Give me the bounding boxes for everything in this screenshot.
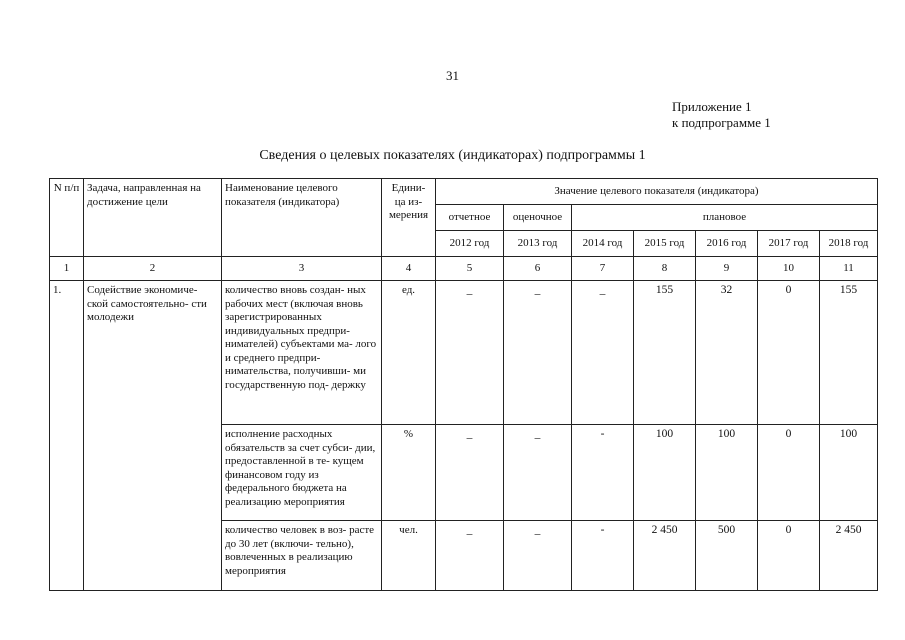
value-cell: 100 — [696, 425, 758, 521]
header-planned: плановое — [572, 205, 878, 231]
table-row — [50, 281, 878, 425]
value-cell: 32 — [696, 281, 758, 425]
value-cell: 2 450 — [820, 521, 878, 591]
document-title: Сведения о целевых показателях (индикаторах) подпрограммы 1 — [259, 148, 646, 163]
indicator-name: исполнение расходных обязательств за счет субси- дии, предоставленной в те- кущем финансовом году из федерального бюджета на реализацию мероприятия — [222, 425, 382, 521]
column-number: 7 — [572, 257, 634, 281]
indicator-name: количество человек в воз- расте до 30 лет (включи- тельно), вовлеченных в реализацию мероприятия — [222, 521, 382, 591]
header-n: N п/п — [50, 179, 84, 257]
unit-cell: ед. — [382, 281, 436, 425]
unit-cell: % — [382, 425, 436, 521]
appendix-line-1: Приложение 1 — [672, 99, 752, 114]
header-year: 2015 год — [634, 231, 696, 257]
value-cell: - — [572, 521, 634, 591]
appendix-line-2: к подпрограмме 1 — [672, 115, 771, 130]
column-number: 8 — [634, 257, 696, 281]
header-reported: отчетное — [436, 205, 504, 231]
appendix-caption — [672, 99, 771, 131]
column-number: 3 — [222, 257, 382, 281]
value-cell: _ — [572, 281, 634, 425]
value-cell: 500 — [696, 521, 758, 591]
value-cell: _ — [504, 281, 572, 425]
indicators-table — [49, 178, 878, 591]
value-cell: _ — [436, 281, 504, 425]
indicator-name: количество вновь создан- ных рабочих мест (включая вновь зарегистрированных индивидуальных предпри- нимателей) субъектами ма- лого и среднего предпри- нимательства, получивши- ми государственную под- держку — [222, 281, 382, 425]
unit-cell: чел. — [382, 521, 436, 591]
value-cell: _ — [504, 425, 572, 521]
header-row-1 — [50, 179, 878, 205]
page-number: 31 — [446, 68, 459, 83]
header-task: Задача, направленная на достижение цели — [84, 179, 222, 257]
header-year: 2017 год — [758, 231, 820, 257]
column-number: 11 — [820, 257, 878, 281]
column-number: 5 — [436, 257, 504, 281]
header-estimated: оценочное — [504, 205, 572, 231]
column-number: 10 — [758, 257, 820, 281]
value-cell: - — [572, 425, 634, 521]
header-year: 2018 год — [820, 231, 878, 257]
header-year: 2016 год — [696, 231, 758, 257]
value-cell: _ — [436, 425, 504, 521]
header-year: 2014 год — [572, 231, 634, 257]
column-number: 4 — [382, 257, 436, 281]
header-indicator-name: Наименование целевого показателя (индикатора) — [222, 179, 382, 257]
value-cell: 155 — [634, 281, 696, 425]
header-year: 2013 год — [504, 231, 572, 257]
column-number: 2 — [84, 257, 222, 281]
header-value: Значение целевого показателя (индикатора) — [436, 179, 878, 205]
row-number: 1. — [50, 281, 84, 591]
header-year: 2012 год — [436, 231, 504, 257]
column-number: 1 — [50, 257, 84, 281]
column-number: 9 — [696, 257, 758, 281]
value-cell: _ — [504, 521, 572, 591]
header-unit: Едини- ца из- мерения — [382, 179, 436, 257]
value-cell: 100 — [634, 425, 696, 521]
value-cell: 0 — [758, 521, 820, 591]
task-cell: Содействие экономиче- ской самостоятельно- сти молодежи — [84, 281, 222, 591]
value-cell: 2 450 — [634, 521, 696, 591]
value-cell: 100 — [820, 425, 878, 521]
value-cell: 0 — [758, 281, 820, 425]
value-cell: 155 — [820, 281, 878, 425]
value-cell: 0 — [758, 425, 820, 521]
column-number: 6 — [504, 257, 572, 281]
value-cell: _ — [436, 521, 504, 591]
column-numbers-row — [50, 257, 878, 281]
